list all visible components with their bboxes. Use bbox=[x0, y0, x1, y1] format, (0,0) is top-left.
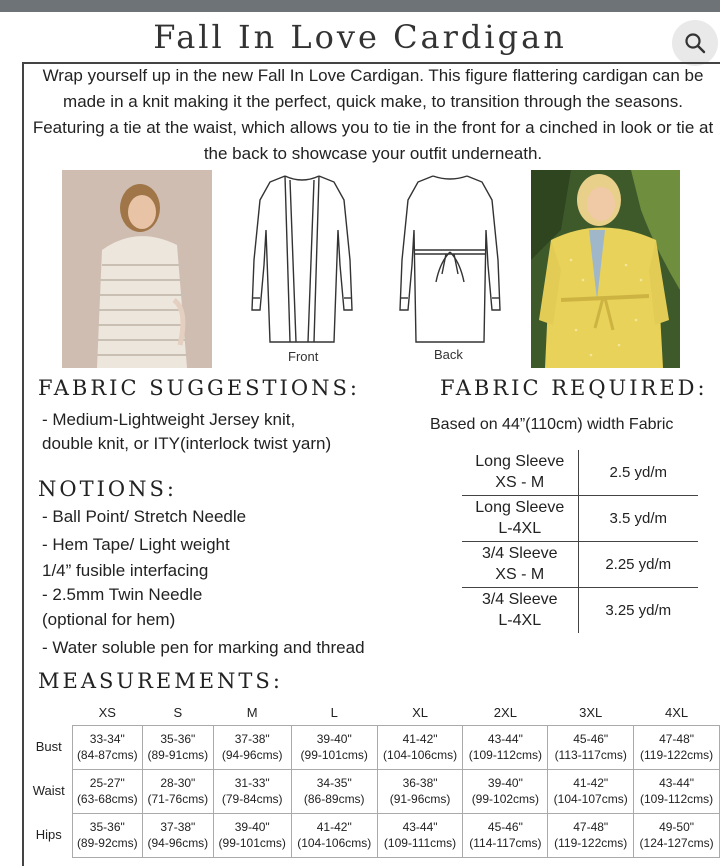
measurement-cms: (63-68cms) bbox=[76, 792, 138, 806]
measurement-cell bbox=[463, 769, 548, 813]
search-button[interactable] bbox=[672, 20, 718, 66]
measurement-cell bbox=[634, 725, 720, 769]
measurement-inches: 43-44" bbox=[487, 732, 523, 746]
sleeve-type: Long Sleeve bbox=[475, 499, 565, 516]
size-header-row bbox=[26, 700, 720, 725]
fabric-suggestions-list bbox=[42, 408, 331, 456]
size-header: 4XL bbox=[664, 704, 689, 720]
measurement-inches: 34-35" bbox=[316, 776, 352, 790]
measurement-cell bbox=[143, 769, 214, 813]
measurement-cell bbox=[463, 725, 548, 769]
measurement-inches: 35-36" bbox=[89, 820, 125, 834]
measurement-cell bbox=[634, 769, 720, 813]
measurement-cell bbox=[72, 769, 143, 813]
measurement-cms: (109-112cms) bbox=[639, 792, 714, 806]
model-photo-front-tie bbox=[531, 170, 680, 368]
measurement-cell bbox=[143, 725, 214, 769]
size-header: 3XL bbox=[579, 704, 603, 720]
measurement-cell bbox=[548, 769, 634, 813]
sleeve-type: Long Sleeve bbox=[475, 453, 565, 470]
measurement-inches: 36-38" bbox=[402, 776, 438, 790]
fabric-suggestions-heading: FABRIC SUGGESTIONS: bbox=[38, 376, 360, 400]
measurement-cms: (71-76cms) bbox=[147, 792, 209, 806]
measurement-inches: 45-46" bbox=[487, 820, 523, 834]
notion-line: (optional for hem) bbox=[42, 610, 176, 629]
fabric-suggestion-line: - Medium-Lightweight Jersey knit, bbox=[42, 410, 296, 429]
measurement-cms: (99-101cms) bbox=[218, 836, 286, 850]
measurement-inches: 47-48" bbox=[573, 820, 609, 834]
front-sketch bbox=[240, 170, 364, 350]
page-title: Fall In Love Cardigan bbox=[153, 18, 567, 56]
measurement-inches: 31-33" bbox=[234, 776, 270, 790]
size-range: XS - M bbox=[495, 474, 545, 491]
measurement-inches: 47-48" bbox=[659, 732, 695, 746]
notion-line: 1/4” fusible interfacing bbox=[42, 561, 209, 580]
measurement-cms: (119-122cms) bbox=[554, 836, 628, 850]
measurement-cms: (104-106cms) bbox=[297, 836, 372, 850]
back-label: Back bbox=[434, 347, 463, 362]
table-row bbox=[462, 588, 698, 634]
fabric-suggestion-line: double knit, or ITY(interlock twist yarn) bbox=[42, 434, 332, 453]
model-photo-back-tie bbox=[62, 170, 212, 368]
size-header: L bbox=[330, 704, 338, 720]
fabric-amount: 3.25 yd/m bbox=[605, 602, 672, 619]
measurement-cms: (119-122cms) bbox=[639, 748, 714, 762]
front-label: Front bbox=[288, 349, 319, 364]
size-header: XS bbox=[98, 704, 116, 720]
notion-line: - Hem Tape/ Light weight bbox=[42, 535, 230, 554]
measurement-inches: 41-42" bbox=[316, 820, 352, 834]
sleeve-type: 3/4 Sleeve bbox=[481, 545, 558, 562]
measurements-heading: MEASUREMENTS: bbox=[38, 669, 283, 693]
measurement-cell bbox=[72, 813, 143, 857]
table-row bbox=[26, 725, 720, 769]
size-range: XS - M bbox=[495, 566, 545, 583]
notions-heading: NOTIONS: bbox=[38, 477, 177, 501]
table-row bbox=[462, 496, 698, 542]
table-row bbox=[462, 450, 698, 496]
measurement-inches: 25-27" bbox=[89, 776, 125, 790]
measurement-cms: (84-87cms) bbox=[76, 748, 138, 762]
fabric-width-note: Based on 44”(110cm) width Fabric bbox=[430, 416, 674, 433]
fabric-required-heading: FABRIC REQUIRED: bbox=[440, 376, 708, 400]
measurement-label: Bust bbox=[35, 739, 62, 754]
measurement-cell bbox=[377, 813, 463, 857]
top-bar bbox=[0, 0, 720, 12]
measurement-cell bbox=[377, 725, 463, 769]
measurement-cell bbox=[377, 769, 463, 813]
measurement-cms: (99-101cms) bbox=[300, 748, 368, 762]
measurement-inches: 45-46" bbox=[573, 732, 609, 746]
measurement-cms: (86-89cms) bbox=[303, 792, 365, 806]
measurement-inches: 33-34" bbox=[89, 732, 125, 746]
search-icon bbox=[683, 31, 707, 55]
measurement-inches: 39-40" bbox=[234, 820, 270, 834]
size-header: M bbox=[246, 704, 258, 720]
measurement-cell bbox=[72, 725, 143, 769]
measurement-cell bbox=[548, 725, 634, 769]
measurement-cms: (94-96cms) bbox=[221, 748, 283, 762]
measurement-inches: 43-44" bbox=[402, 820, 438, 834]
measurement-label: Waist bbox=[32, 783, 65, 798]
measurement-cell bbox=[213, 769, 291, 813]
intro-paragraph: Wrap yourself up in the new Fall In Love Cardigan. This figure flattering cardigan can be made in a knit making it the perfect, quick make, to transition through the seasons. Featuring a tie at the waist, which allows you to tie in the front for a cinched in look or tie at the back to showcase your outfit underneath. bbox=[32, 66, 714, 163]
measurement-cms: (113-117cms) bbox=[554, 748, 627, 762]
measurement-cell bbox=[291, 769, 377, 813]
measurement-cms: (124-127cms) bbox=[639, 836, 714, 850]
size-range: L-4XL bbox=[498, 612, 542, 629]
measurement-inches: 37-38" bbox=[234, 732, 270, 746]
notion-line: - Water soluble pen for marking and thread bbox=[42, 638, 365, 657]
fabric-amount: 2.5 yd/m bbox=[578, 450, 698, 496]
measurement-inches: 39-40" bbox=[487, 776, 523, 790]
measurement-cell bbox=[291, 813, 377, 857]
notion-line: - Ball Point/ Stretch Needle bbox=[42, 507, 247, 526]
measurement-cms: (89-92cms) bbox=[76, 836, 138, 850]
table-row bbox=[26, 769, 720, 813]
measurement-cell bbox=[213, 725, 291, 769]
measurement-inches: 41-42" bbox=[402, 732, 438, 746]
measurement-cms: (79-84cms) bbox=[221, 792, 283, 806]
size-header: S bbox=[173, 704, 183, 720]
measurement-cell bbox=[291, 725, 377, 769]
notion-line: - 2.5mm Twin Needle bbox=[42, 585, 203, 604]
measurement-cms: (109-112cms) bbox=[468, 748, 542, 762]
measurement-label: Hips bbox=[35, 827, 62, 842]
fabric-required-table bbox=[462, 450, 698, 633]
table-row bbox=[26, 813, 720, 857]
measurements-table bbox=[26, 700, 720, 858]
measurement-inches: 43-44" bbox=[659, 776, 695, 790]
size-range: L-4XL bbox=[498, 520, 542, 537]
fabric-amount: 2.25 yd/m bbox=[578, 542, 698, 588]
measurement-cell bbox=[634, 813, 720, 857]
sleeve-type: 3/4 Sleeve bbox=[481, 591, 558, 608]
size-header: XL bbox=[412, 704, 428, 720]
measurement-inches: 35-36" bbox=[160, 732, 196, 746]
measurement-cms: (114-117cms) bbox=[469, 836, 542, 850]
measurement-cms: (109-111cms) bbox=[383, 836, 457, 850]
measurement-cell bbox=[213, 813, 291, 857]
measurement-inches: 39-40" bbox=[316, 732, 352, 746]
measurement-inches: 41-42" bbox=[573, 776, 609, 790]
measurement-cms: (94-96cms) bbox=[147, 836, 209, 850]
fabric-amount: 3.5 yd/m bbox=[578, 496, 698, 542]
measurement-cms: (104-107cms) bbox=[553, 792, 628, 806]
measurement-cms: (99-102cms) bbox=[471, 792, 540, 806]
measurement-cell bbox=[143, 813, 214, 857]
measurement-cell bbox=[548, 813, 634, 857]
measurement-inches: 49-50" bbox=[659, 820, 695, 834]
measurement-cms: (91-96cms) bbox=[389, 792, 451, 806]
size-header: 2XL bbox=[493, 704, 517, 720]
measurement-cms: (89-91cms) bbox=[147, 748, 209, 762]
measurement-cms: (104-106cms) bbox=[383, 748, 458, 762]
back-sketch bbox=[388, 170, 512, 350]
measurement-inches: 28-30" bbox=[160, 776, 196, 790]
measurement-cell bbox=[463, 813, 548, 857]
measurement-inches: 37-38" bbox=[160, 820, 196, 834]
table-row bbox=[462, 542, 698, 588]
